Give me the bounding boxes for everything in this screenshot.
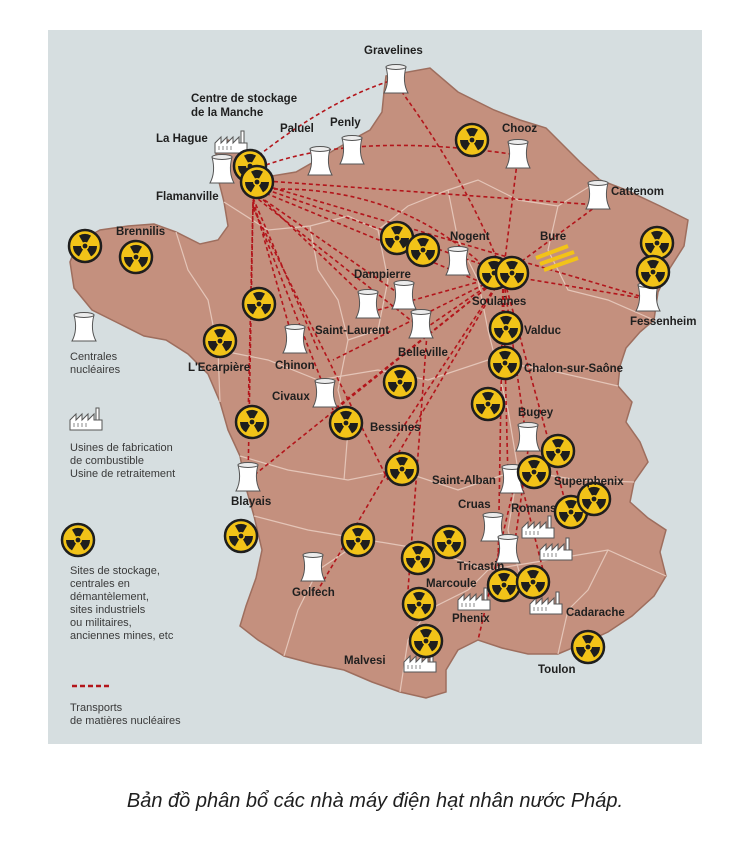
label-cruas: Cruas bbox=[458, 499, 491, 511]
legend-plants-text: Centrales nucléaires bbox=[70, 351, 121, 376]
label-superphenix: Superphenix bbox=[554, 476, 624, 488]
label-brennilis: Brennilis bbox=[116, 226, 166, 238]
label-centre-de-stockage-2: de la Manche bbox=[191, 107, 264, 119]
label-phenix: Phenix bbox=[452, 613, 490, 625]
label-romans: Romans bbox=[511, 503, 557, 515]
label-valduc: Valduc bbox=[524, 325, 562, 337]
label-paluel: Paluel bbox=[280, 123, 314, 135]
label-malvesi: Malvesi bbox=[344, 655, 386, 667]
legend-trefoil-icon bbox=[62, 524, 94, 556]
label-toulon: Toulon bbox=[538, 664, 576, 676]
label-golfech: Golfech bbox=[292, 587, 335, 599]
label-cattenom: Cattenom bbox=[611, 186, 665, 198]
label-centre-de-stockage: Centre de stockage bbox=[191, 93, 298, 105]
legend-factory-icon bbox=[70, 408, 102, 430]
label-penly: Penly bbox=[330, 117, 361, 129]
label-bugey: Bugey bbox=[518, 407, 554, 419]
label-soulaines: Soulaines bbox=[472, 296, 527, 308]
legend-sites-text: Sites de stockage, centrales en démantèlement, sites industriels ou militaires, anciennes mines, etc bbox=[70, 565, 174, 642]
label-gravelines: Gravelines bbox=[364, 45, 423, 57]
label-chalon: Chalon-sur-Saône bbox=[524, 363, 624, 375]
label-dampierre: Dampierre bbox=[354, 269, 411, 281]
label-bure: Bure bbox=[540, 231, 567, 243]
image-caption: Bản đồ phân bổ các nhà máy điện hạt nhân nước Pháp. bbox=[126, 790, 624, 812]
label-flamanville: Flamanville bbox=[156, 191, 219, 203]
label-tricastin: Tricastin bbox=[457, 561, 505, 573]
label-saint-alban: Saint-Alban bbox=[432, 475, 496, 487]
label-cadarache: Cadarache bbox=[566, 607, 625, 619]
legend-factories-text: Usines de fabrication de combustible Usine de retraitement bbox=[70, 442, 176, 480]
label-nogent: Nogent bbox=[450, 231, 490, 243]
label-marcoule: Marcoule bbox=[426, 578, 477, 590]
label-civaux: Civaux bbox=[272, 391, 310, 403]
label-saint-laurent: Saint-Laurent bbox=[315, 325, 390, 337]
label-fessenheim: Fessenheim bbox=[630, 316, 697, 328]
legend-cooling-tower-icon bbox=[72, 313, 96, 342]
label-chooz: Chooz bbox=[502, 123, 538, 135]
label-blayais: Blayais bbox=[231, 496, 272, 508]
nuclear-map bbox=[48, 30, 702, 744]
label-chinon: Chinon bbox=[275, 360, 315, 372]
label-la-hague: La Hague bbox=[156, 133, 208, 145]
legend-transport-text: Transports de matières nucléaires bbox=[70, 702, 181, 727]
label-lecarpiere: L'Ecarpière bbox=[188, 362, 251, 374]
label-belleville: Belleville bbox=[398, 347, 448, 359]
label-bessines: Bessines bbox=[370, 422, 421, 434]
